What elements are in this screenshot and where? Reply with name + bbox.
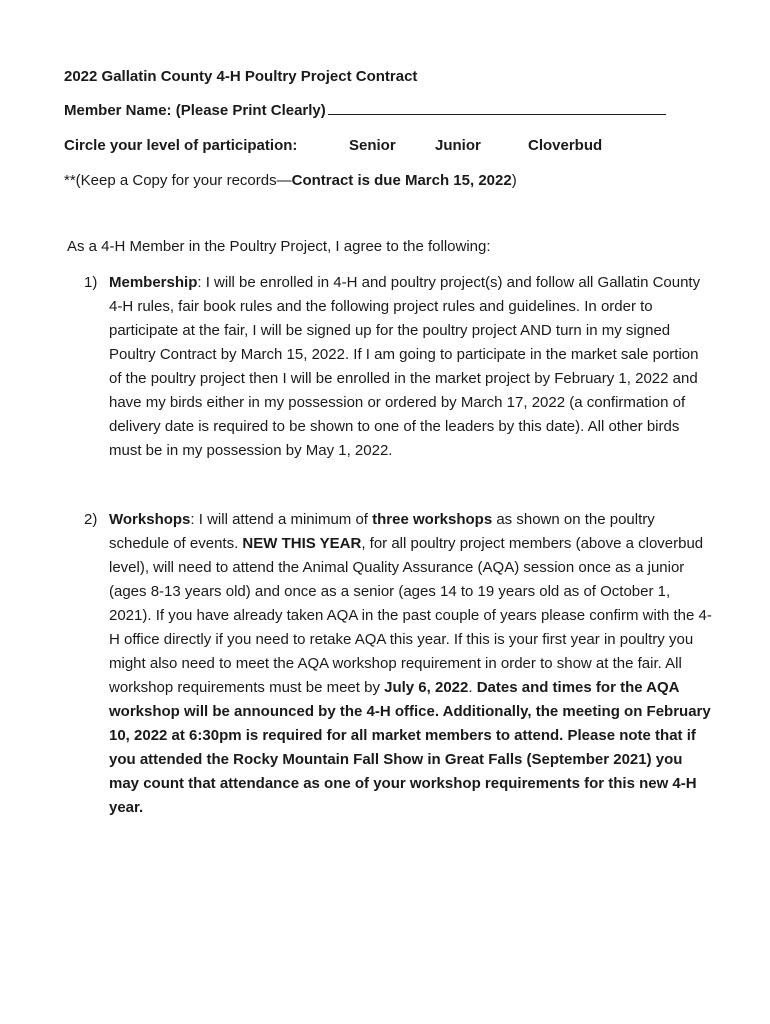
intro-text: As a 4-H Member in the Poultry Project, I agree to the following: [67,238,491,255]
level-cloverbud: Cloverbud [528,137,603,154]
member-name-label: Member Name: (Please Print Clearly) [64,102,326,119]
level-senior: Senior [349,137,396,154]
member-name-blank [328,100,666,115]
workshops-heading: Workshops [109,511,191,528]
keep-copy-note: **(Keep a Copy for your records—Contract is due March 15, 2022) [64,172,517,189]
level-junior: Junior [435,137,481,154]
membership-heading: Membership [109,274,198,291]
document-title: 2022 Gallatin County 4-H Poultry Project Contract [64,68,418,85]
list-item-workshops [84,508,712,820]
workshops-text: Workshops: I will attend a minimum of three workshops as shown on the poultry schedule of events. NEW THIS YEAR, for all poultry project members (above a cloverbud level), will need to attend the Animal Quality Assurance (AQA) session once as a junior (ages 8-13 years old) and once as a senior (ages 14 to 19 years old as of October 1, 2021). If you have already taken AQA in the past couple of years please confirm with the 4-H office directly if you need to retake AQA this year. If this is your first year in poultry you might also need to meet the AQA workshop requirement in order to show at the fair. All workshop requirements must be meet by July 6, 2022. Dates and times for the AQA workshop will be announced by the 4-H office. Additionally, the meeting on February 10, 2022 at 6:30pm is required for all market members to attend. Please note that if you attended the Rocky Mountain Fall Show in Great Falls (September 2021) you may count that attendance as one of your workshop requirements for this new 4-H year. [109,511,712,816]
list-number: 2) [84,511,98,528]
membership-text: Membership: I will be enrolled in 4-H and poultry project(s) and follow all Gallatin County 4-H rules, fair book rules and the following project rules and guidelines. In order to participate at the fair, I will be signed up for the poultry project AND turn in my signed Poultry Contract by March 15, 2022. If I am going to participate in the market sale portion of the poultry project then I will be enrolled in the market project by February 1, 2022 and have my birds either in my possession or ordered by March 17, 2022 (a confirmation of delivery date is required to be shown to one of the leaders by this date). All other birds must be in my possession by May 1, 2022. [109,274,701,459]
member-name-row [64,100,666,121]
due-date: Contract is due March 15, 2022 [291,172,512,189]
participation-label: Circle your level of participation: [64,137,298,154]
list-number: 1) [84,274,98,291]
list-item-membership [84,271,712,463]
